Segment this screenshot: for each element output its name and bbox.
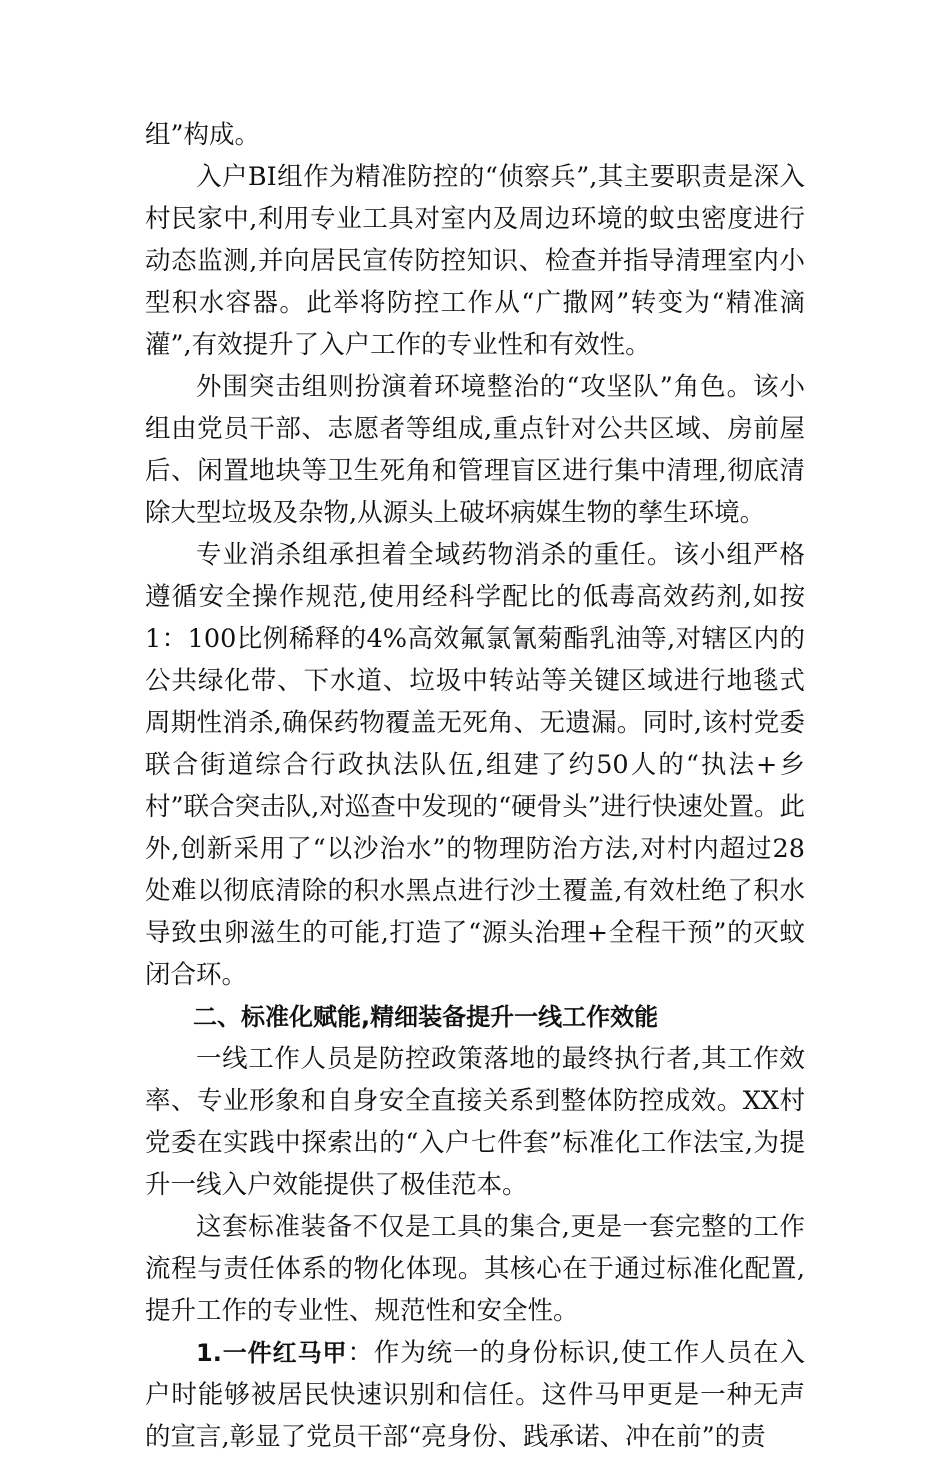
paragraph-continuation: 组”构成。: [145, 120, 261, 150]
paragraph-disinfection-group: 专业消杀组承担着全域药物消杀的重任。该小组严格遵循安全操作规范,使用经科学配比的低毒高效药剂,如按1：100比例稀释的4%高效氟氯氰菊酯乳油等,对辖区内的公共绿化带、下水道、垃圾中转站等关键区域进行地毯式周期性消杀,确保药物覆盖无死角、无遗漏。同时,该村党委联合街道综合行政执法队伍,组建了约50人的“执法+乡村”联合突击队,对巡查中发现的“硬骨头”进行快速处置。此外,创新采用了“以沙治水”的物理防治方法,对村内超过28处难以彻底清除的积水黑点进行沙土覆盖,有效杜绝了积水导致虫卵滋生的可能,打造了“源头治理+全程干预”的灭蚊闭合环。: [145, 540, 805, 990]
paragraph-frontline-workers: 一线工作人员是防控政策落地的最终执行者,其工作效率、专业形象和自身安全直接关系到整体防控成效。XX村党委在实践中探索出的“入户七件套”标准化工作法宝,为提升一线入户效能提供了极佳范本。: [145, 1044, 805, 1200]
paragraph-bi-group: 入户BI组作为精准防控的“侦察兵”,其主要职责是深入村民家中,利用专业工具对室内及周边环境的蚊虫密度进行动态监测,并向居民宣传防控知识、检查并指导清理室内小型积水容器。此举将防控工作从“广撒网”转变为“精准滴灌”,有效提升了入户工作的专业性和有效性。: [145, 162, 805, 360]
document-page: [145, 114, 805, 1458]
paragraph-standard-equipment: 这套标准装备不仅是工具的集合,更是一套完整的工作流程与责任体系的物化体现。其核心在于通过标准化配置,提升工作的专业性、规范性和安全性。: [145, 1212, 805, 1326]
item-text: ：作为统一的身份标识,使工作人员在入户时能够被居民快速识别和信任。这件马甲更是一种无声的宣言,彰显了党员干部“亮身份、践承诺、冲在前”的责: [145, 1338, 805, 1452]
section-heading: 二、标准化赋能,精细装备提升一线工作效能: [193, 1003, 659, 1031]
paragraph-item-red-vest: [145, 1332, 805, 1458]
item-lead: 1.一件红马甲: [196, 1339, 348, 1367]
paragraph-outer-assault-group: 外围突击组则扮演着环境整治的“攻坚队”角色。该小组由党员干部、志愿者等组成,重点针对公共区域、房前屋后、闲置地块等卫生死角和管理盲区进行集中清理,彻底清除大型垃圾及杂物,从源头上破坏病媒生物的孳生环境。: [145, 372, 805, 528]
